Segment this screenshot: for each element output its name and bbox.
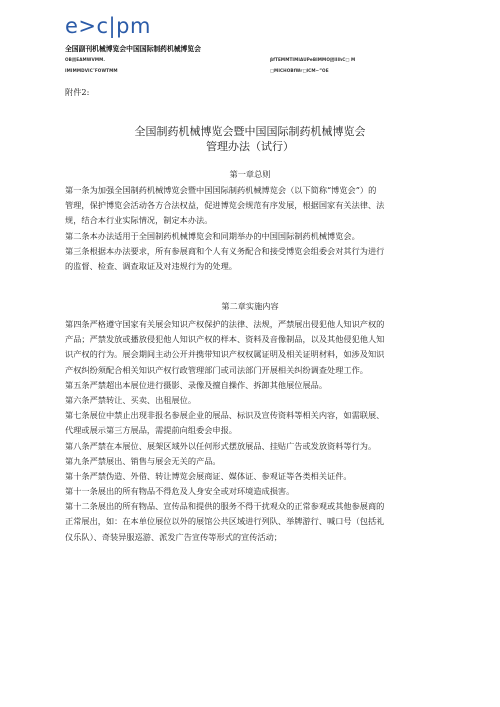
paragraph-line: 第四条严格遵守国家有关展会知识产权保护的法律、法规，严禁展出侵犯他人知识产权的 xyxy=(65,319,385,329)
paragraph-line: 第三条根据本办法要求，所有参展商和个人有义务配合和接受博览会组委会对其行为进行 xyxy=(65,245,385,256)
paragraph-line: 第九条严禁展出、销售与展会无关的产品。 xyxy=(65,455,221,466)
garbled-header-text: OB回EAMWVMM. xyxy=(65,57,106,62)
garbled-header-text: βfTEMMTIMIAUPeBIMMO团IlIhC□ M xyxy=(270,57,356,62)
paragraph-line: 第七条展位中禁止出现非报名参展企业的展品、标识及宣传资料等相关内容，如需联展、 xyxy=(65,410,385,421)
chapter1-body xyxy=(65,183,445,274)
paragraph-line: 第十二条展出的所有物品、宣传品和提供的服务不得干扰观众的正常参观或其他参展商的 xyxy=(65,501,385,512)
paragraph-line: 第五条严禁超出本展位进行摄影、录像及擅自操作、拆卸其他展位展品。 xyxy=(65,379,328,390)
paragraph-line: 规，结合本行业实际情况，制定本办法。 xyxy=(65,215,213,226)
garbled-header-text: □MICHOBfWr□ICM~”OE xyxy=(270,68,329,73)
paragraph-line: 正常展出，如：在本单位展位以外的展馆公共区域进行列队、举牌游行、喊口号（包括礼 xyxy=(65,516,385,527)
attachment-label: 附件2: xyxy=(65,87,90,97)
chapter2-body xyxy=(65,317,445,545)
document-title: 全国制药机械博览会暨中国国际制药机械博览会 xyxy=(134,125,366,138)
paragraph-line: 第六条严禁转让、买卖、出租展位。 xyxy=(65,394,197,405)
paragraph-line: 仪乐队）、奇装异服巡游、派发广告宣传等形式的宣传活动； xyxy=(65,531,282,542)
organization-name: 全国副刊机械博览会中国国际制药机械博览会 xyxy=(65,45,201,53)
garbled-header-text: IMIMMDVIC″FOWTMM xyxy=(65,68,118,73)
paragraph-line: 第十一条展出的所有物品不得危及人身安全或对环境造成损害。 xyxy=(65,486,295,497)
paragraph-line: 产权纠纷须配合相关知识产权行政管理部门或司法部门开展相关纠纷调查处理工作。 xyxy=(65,364,368,375)
logo: e>c|pm xyxy=(65,14,151,38)
paragraph-line: 识产权的行为。展会期间主动公开并携带知识产权权属证明及相关证明材料，如涉及知识 xyxy=(65,349,385,360)
document-subtitle: 管理办法（试行） xyxy=(206,140,294,153)
chapter-heading: 第二章实施内容 xyxy=(221,301,279,311)
paragraph-line: 代理或展示第三方展品，需提前向组委会申报。 xyxy=(65,425,237,436)
paragraph-line: 第十条严禁伪造、外借、转让博览会展商证、媒体证、参观证等各类相关证件。 xyxy=(65,470,352,481)
paragraph-line: 的监督、检查、调查取证及对违规行为的处理。 xyxy=(65,260,237,271)
chapter-heading: 第一章总则 xyxy=(229,169,271,179)
paragraph-line: 第八条严禁在本展位、展架区域外以任何形式摆放展品、挂贴广告或发放资料等行为。 xyxy=(65,440,377,451)
paragraph-line: 第一条为加强全国制药机械博览会暨中国国际制药机械博览会（以下简称“博览会”）的 xyxy=(65,185,377,195)
paragraph-line: 管理，保护博览会活动各方合法权益，促进博览会规范有序发展，根据国家有关法律、法 xyxy=(65,200,385,211)
paragraph-line: 产品；严禁发放或播放侵犯他人知识产权的样本、资料及音像制品，以及其他侵犯他人知 xyxy=(65,334,385,345)
paragraph-line: 第二条本办法适用于全国制药机械博览会和同期举办的中国国际制药机械博览会。 xyxy=(65,230,360,241)
